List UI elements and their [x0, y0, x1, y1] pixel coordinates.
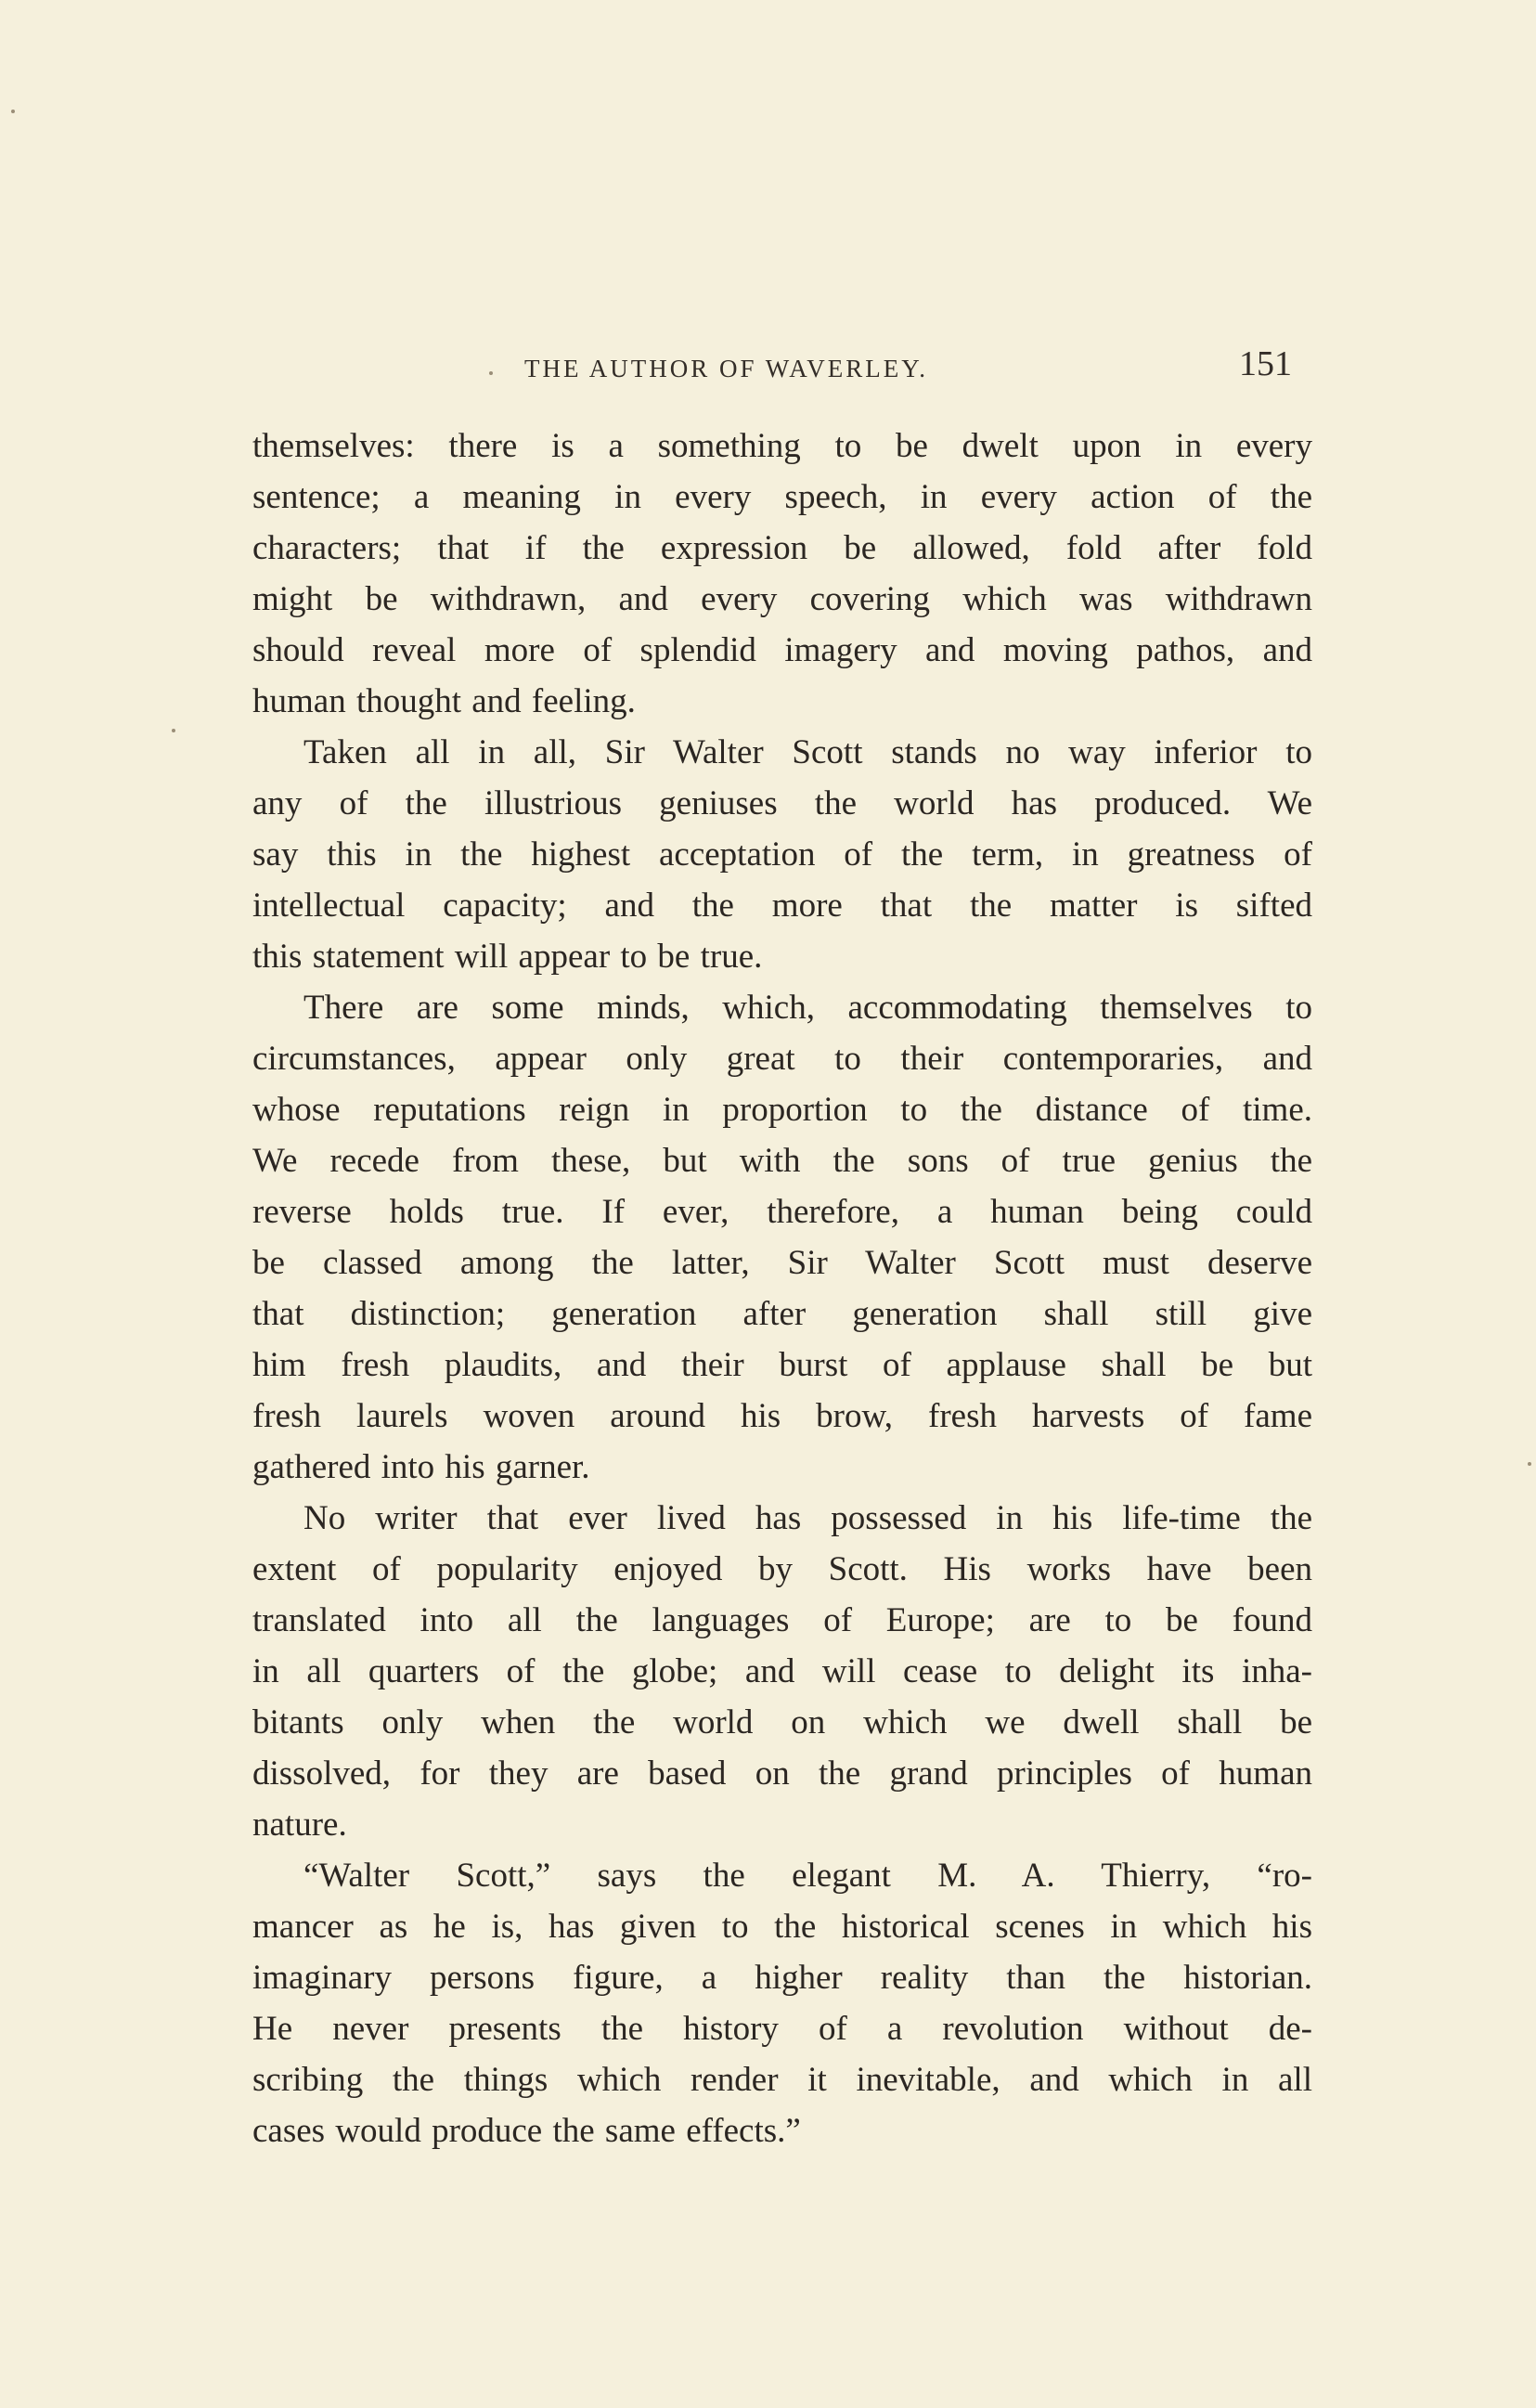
running-head: [251, 343, 1299, 399]
text-line: fresh laurels woven around his brow, fresh harvests of fame: [252, 1397, 1312, 1435]
paragraph: [252, 982, 1312, 1493]
text-line: cases would produce the same effects.”: [252, 2112, 801, 2150]
running-title: THE AUTHOR OF WAVERLEY.: [524, 355, 929, 382]
paragraph: [252, 1493, 1312, 1850]
text-line: circumstances, appear only great to their contemporaries, and: [252, 1040, 1312, 1078]
text-line: say this in the highest acceptation of the term, in greatness of: [252, 835, 1312, 874]
text-line: intellectual capacity; and the more that the matter is sifted: [252, 887, 1312, 925]
text-line: We recede from these, but with the sons of true genius the: [252, 1142, 1312, 1180]
text-line: Taken all in all, Sir Walter Scott stands no way inferior to: [303, 733, 1312, 771]
body-text: [252, 421, 1312, 2156]
text-line: imaginary persons figure, a higher reality than the historian.: [252, 1959, 1312, 1997]
text-line: “Walter Scott,” says the elegant M. A. Thierry, “ro-: [303, 1857, 1312, 1895]
paper-speck: [11, 110, 15, 113]
paper-speck: [172, 729, 175, 732]
text-line: bitants only when the world on which we dwell shall be: [252, 1703, 1312, 1741]
text-line: characters; that if the expression be allowed, fold after fold: [252, 529, 1312, 567]
text-line: themselves: there is a something to be dwelt upon in every: [252, 427, 1312, 465]
page-number: 151: [1239, 344, 1292, 383]
text-line: There are some minds, which, accommodating themselves to: [303, 989, 1312, 1027]
text-line: translated into all the languages of Europe; are to be found: [252, 1601, 1312, 1639]
text-line: in all quarters of the globe; and will cease to delight its inha-: [252, 1652, 1312, 1690]
text-line: this statement will appear to be true.: [252, 938, 763, 976]
text-line: whose reputations reign in proportion to the distance of time.: [252, 1091, 1312, 1129]
text-line: dissolved, for they are based on the grand principles of human: [252, 1754, 1312, 1793]
paper-speck: [1528, 1462, 1531, 1466]
text-line: He never presents the history of a revolution without de-: [252, 2010, 1312, 2048]
text-line: nature.: [252, 1806, 347, 1844]
text-line: scribing the things which render it inevitable, and which in all: [252, 2061, 1312, 2099]
text-line: be classed among the latter, Sir Walter Scott must deserve: [252, 1244, 1312, 1282]
text-line: should reveal more of splendid imagery and moving pathos, and: [252, 631, 1312, 669]
paragraph: [252, 1850, 1312, 2156]
paragraph: [252, 727, 1312, 982]
paragraph: [252, 421, 1312, 727]
text-line: gathered into his garner.: [252, 1448, 590, 1486]
text-line: might be withdrawn, and every covering which was withdrawn: [252, 580, 1312, 618]
text-line: No writer that ever lived has possessed in his life-time the: [303, 1499, 1312, 1537]
paper-speck: [489, 371, 493, 375]
text-line: human thought and feeling.: [252, 682, 636, 720]
text-line: sentence; a meaning in every speech, in every action of the: [252, 478, 1312, 516]
text-line: that distinction; generation after generation shall still give: [252, 1295, 1312, 1333]
text-line: him fresh plaudits, and their burst of applause shall be but: [252, 1346, 1312, 1384]
text-line: reverse holds true. If ever, therefore, a human being could: [252, 1193, 1312, 1231]
text-line: extent of popularity enjoyed by Scott. His works have been: [252, 1550, 1312, 1588]
text-line: mancer as he is, has given to the historical scenes in which his: [252, 1908, 1312, 1946]
text-line: any of the illustrious geniuses the world has produced. We: [252, 784, 1312, 822]
